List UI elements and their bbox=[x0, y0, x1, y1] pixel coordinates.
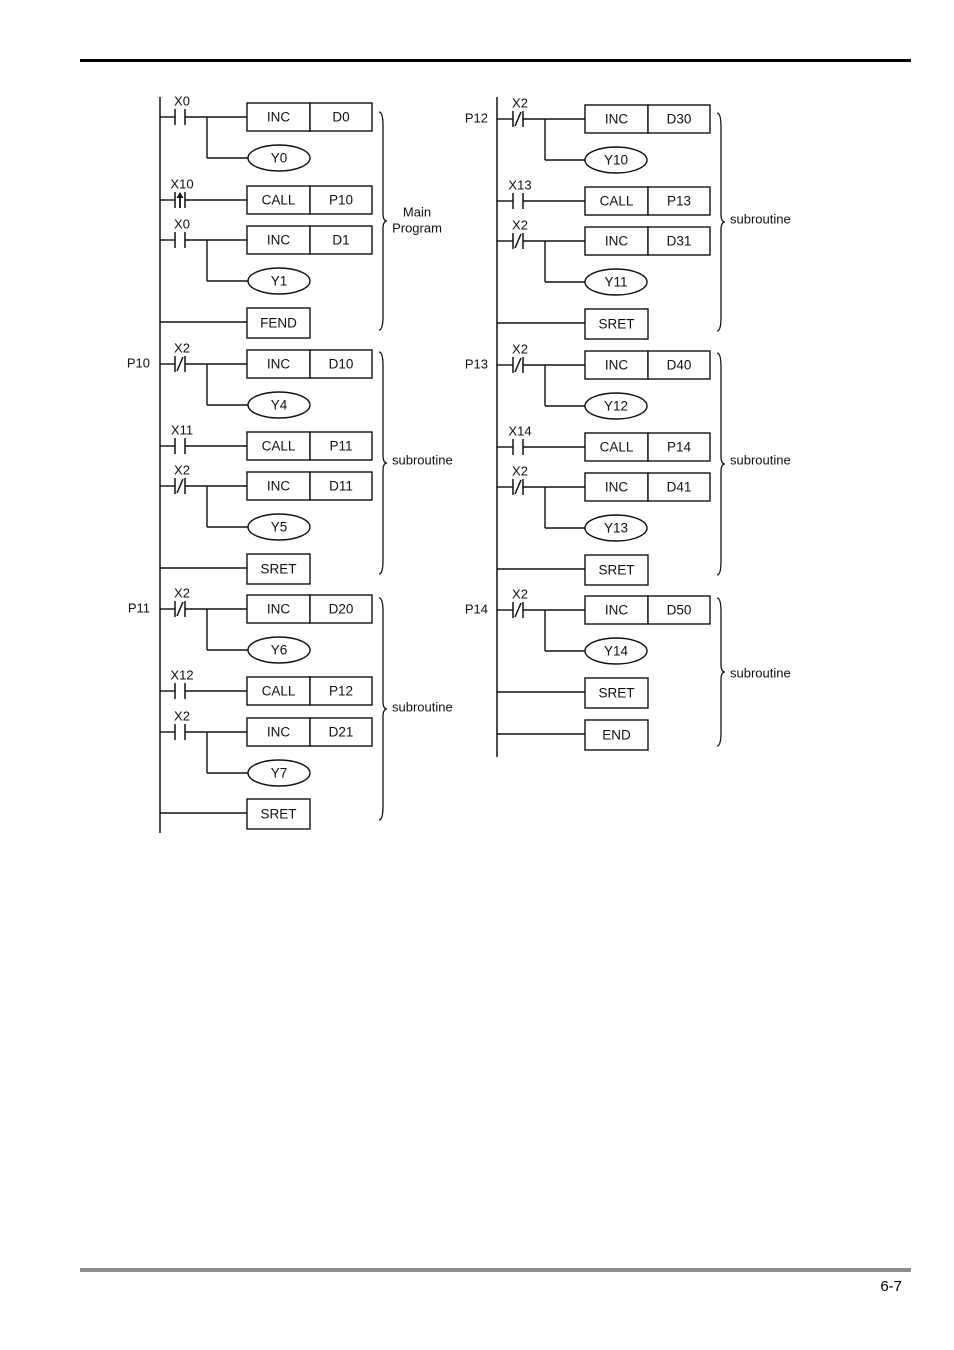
contact-label: X2 bbox=[512, 341, 528, 357]
operand-label: D11 bbox=[329, 478, 353, 494]
coil-label: Y12 bbox=[603, 398, 629, 414]
rung bbox=[127, 340, 372, 418]
contact-label: X12 bbox=[170, 667, 194, 683]
contact-slash bbox=[515, 234, 521, 248]
rung bbox=[160, 93, 372, 171]
contact-slash bbox=[515, 480, 521, 494]
rung bbox=[497, 555, 648, 585]
instruction-label: INC bbox=[266, 356, 291, 372]
operand-label: D21 bbox=[328, 724, 354, 740]
coil-label: Y14 bbox=[603, 643, 629, 659]
rung bbox=[465, 586, 710, 664]
section-label: subroutine bbox=[392, 452, 453, 468]
contact-label: X2 bbox=[174, 708, 190, 724]
contact-slash bbox=[177, 357, 183, 371]
operand-label: D40 bbox=[666, 357, 692, 373]
operand-label: D50 bbox=[666, 602, 692, 618]
instruction-label: CALL bbox=[261, 683, 296, 699]
instruction-label: INC bbox=[604, 602, 629, 618]
contact-label: X2 bbox=[512, 95, 528, 111]
rung bbox=[497, 423, 710, 461]
coil-label: Y1 bbox=[270, 273, 288, 289]
contact-label: X10 bbox=[170, 176, 194, 192]
rung bbox=[160, 462, 372, 540]
instruction-label: INC bbox=[604, 111, 629, 127]
instruction-label: INC bbox=[604, 233, 629, 249]
pointer-label: P12 bbox=[464, 110, 488, 126]
section-brace bbox=[717, 353, 725, 575]
operand-label: D30 bbox=[666, 111, 692, 127]
coil-label: Y0 bbox=[270, 150, 288, 166]
contact-label: X2 bbox=[512, 463, 528, 479]
page-number: 6-7 bbox=[880, 1278, 902, 1295]
pointer-label: P11 bbox=[127, 600, 150, 616]
instruction-label: INC bbox=[604, 357, 629, 373]
instruction-label: SRET bbox=[598, 685, 635, 701]
contact-slash bbox=[515, 358, 521, 372]
instruction-label: INC bbox=[604, 479, 629, 495]
pointer-label: P14 bbox=[464, 601, 488, 617]
instruction-label: SRET bbox=[260, 806, 297, 822]
contact-label: X2 bbox=[174, 340, 190, 356]
contact-label: X2 bbox=[174, 585, 190, 601]
instruction-label: CALL bbox=[261, 192, 296, 208]
instruction-label: CALL bbox=[261, 438, 296, 454]
section-brace bbox=[717, 598, 725, 746]
coil-label: Y5 bbox=[270, 519, 288, 535]
rung bbox=[160, 176, 372, 214]
operand-label: D20 bbox=[328, 601, 354, 617]
operand-label: P10 bbox=[328, 192, 354, 208]
operand-label: D0 bbox=[332, 109, 350, 125]
section-label: subroutine bbox=[392, 699, 453, 715]
coil-label: Y11 bbox=[604, 274, 628, 290]
contact-slash bbox=[515, 112, 521, 126]
rung bbox=[497, 217, 710, 295]
rising-arrow-head bbox=[177, 192, 184, 198]
contact-label: X0 bbox=[174, 216, 190, 232]
instruction-label: END bbox=[602, 727, 631, 743]
rung bbox=[128, 585, 372, 663]
pointer-label: P13 bbox=[464, 356, 488, 372]
operand-label: P14 bbox=[666, 439, 692, 455]
contact-label: X14 bbox=[508, 423, 532, 439]
rung bbox=[497, 463, 710, 541]
operand-label: P13 bbox=[666, 193, 692, 209]
section-brace bbox=[379, 352, 387, 574]
contact-slash bbox=[515, 603, 521, 617]
section-brace bbox=[717, 113, 725, 331]
rung bbox=[160, 308, 310, 338]
instruction-label: SRET bbox=[598, 316, 635, 332]
contact-label: X0 bbox=[174, 93, 190, 109]
instruction-label: INC bbox=[266, 232, 291, 248]
ladder-column-1 bbox=[127, 93, 453, 833]
contact-label: X2 bbox=[512, 217, 528, 233]
operand-label: D1 bbox=[332, 232, 350, 248]
section-label: subroutine bbox=[730, 665, 791, 681]
operand-label: D31 bbox=[666, 233, 692, 249]
instruction-label: SRET bbox=[260, 561, 297, 577]
rung bbox=[160, 216, 372, 294]
instruction-label: SRET bbox=[598, 562, 635, 578]
coil-label: Y13 bbox=[603, 520, 629, 536]
coil-label: Y7 bbox=[270, 765, 288, 781]
instruction-label: FEND bbox=[260, 315, 297, 331]
rung bbox=[497, 177, 710, 215]
instruction-label: INC bbox=[266, 724, 291, 740]
instruction-label: INC bbox=[266, 601, 291, 617]
section-label: Program bbox=[392, 220, 442, 236]
section-label: subroutine bbox=[730, 452, 791, 468]
operand-label: D10 bbox=[328, 356, 354, 372]
contact-label: X11 bbox=[170, 422, 194, 438]
rung bbox=[160, 667, 372, 705]
coil-label: Y6 bbox=[270, 642, 288, 658]
contact-label: X2 bbox=[174, 462, 190, 478]
contact-label: X2 bbox=[512, 586, 528, 602]
coil-label: Y10 bbox=[603, 152, 629, 168]
operand-label: P11 bbox=[329, 438, 353, 454]
section-label: subroutine bbox=[730, 211, 791, 227]
bottom-rule bbox=[80, 1268, 911, 1272]
operand-label: P12 bbox=[328, 683, 354, 699]
instruction-label: INC bbox=[266, 109, 291, 125]
ladder-column-2 bbox=[465, 95, 791, 757]
contact-label: X13 bbox=[508, 177, 532, 193]
contact-slash bbox=[177, 602, 183, 616]
instruction-label: CALL bbox=[599, 193, 634, 209]
section-brace bbox=[379, 598, 387, 820]
rung bbox=[497, 309, 648, 339]
rung bbox=[160, 554, 310, 584]
section-brace bbox=[379, 112, 387, 330]
rung bbox=[160, 708, 372, 786]
rung bbox=[497, 678, 648, 708]
coil-label: Y4 bbox=[270, 397, 288, 413]
pointer-label: P10 bbox=[126, 355, 150, 371]
contact-slash bbox=[177, 479, 183, 493]
rung bbox=[465, 341, 710, 419]
instruction-label: INC bbox=[266, 478, 291, 494]
rung bbox=[160, 422, 372, 460]
operand-label: D41 bbox=[666, 479, 692, 495]
rung bbox=[160, 799, 310, 829]
rung bbox=[465, 95, 710, 173]
rung bbox=[497, 720, 648, 750]
instruction-label: CALL bbox=[599, 439, 634, 455]
section-label: Main bbox=[402, 204, 432, 220]
